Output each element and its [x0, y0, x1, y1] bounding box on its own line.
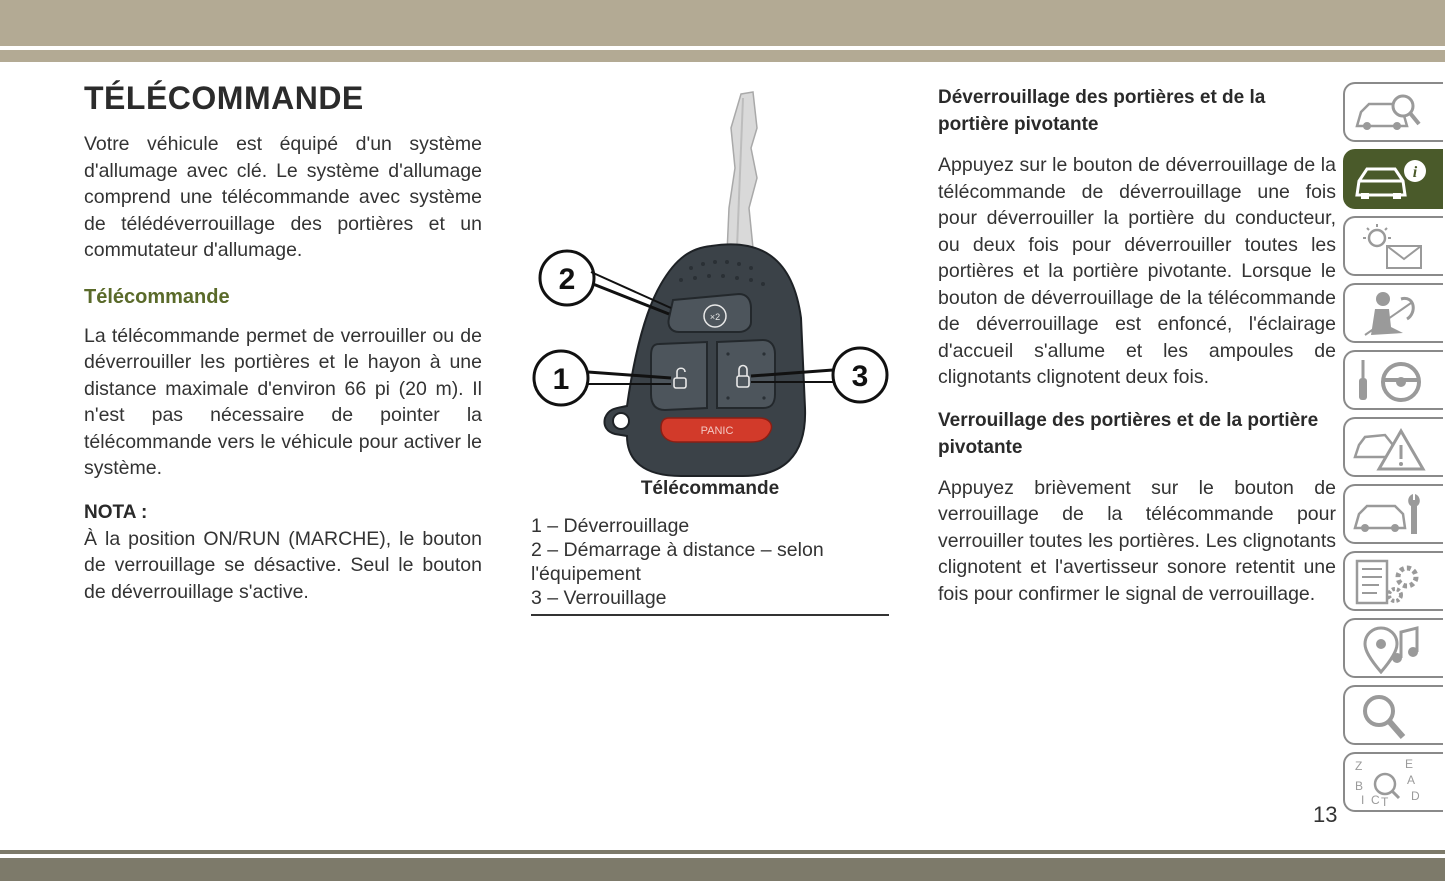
callout-1-label: 1	[552, 363, 570, 396]
body-paragraph: La télécommande permet de verrouiller ou de déverrouiller les portières et le hayon à une distance maximale d'environ 66 pi (20 m). Il n'est pas nécessaire de pointer la télécommande vers le véhicule pour activer le système.	[84, 324, 482, 479]
top-band	[0, 0, 1445, 46]
key-fob-figure	[531, 88, 889, 478]
chapter-tabs	[1343, 82, 1445, 819]
svg-text:Z: Z	[1355, 759, 1363, 773]
svg-text:A: A	[1407, 773, 1416, 787]
left-column	[84, 80, 482, 605]
warning-light-mail-icon	[1351, 222, 1431, 272]
tab-car-info[interactable]	[1343, 149, 1443, 209]
legend-item: 2 – Démarrage à distance – selon l'équipement	[531, 539, 824, 585]
tab-warning-lights[interactable]	[1343, 216, 1443, 276]
car-warning-icon	[1351, 423, 1431, 473]
callout-3-label: 3	[851, 360, 869, 393]
legend-item: 3 – Verrouillage	[531, 587, 667, 609]
svg-text:T: T	[1381, 795, 1389, 808]
tab-car-search[interactable]	[1343, 82, 1443, 142]
svg-text:C: C	[1371, 793, 1380, 807]
callout-2-label: 2	[558, 263, 576, 296]
section-subtitle: Télécommande	[84, 285, 230, 308]
lock-heading: Verrouillage des portières et de la portière pivotante	[938, 409, 1319, 458]
tab-safety[interactable]	[1343, 283, 1443, 343]
airbag-seat-icon	[1351, 289, 1431, 339]
unlock-heading: Déverrouillage des portières et de la portière pivotante	[938, 87, 1266, 135]
tab-servicing[interactable]	[1343, 484, 1443, 544]
tab-starting-driving[interactable]	[1343, 350, 1443, 410]
svg-text:E: E	[1405, 758, 1414, 771]
key-steering-wheel-icon	[1351, 356, 1431, 406]
tab-specifications[interactable]	[1343, 551, 1443, 611]
alphabet-index-icon	[1351, 758, 1431, 808]
right-column	[938, 84, 1336, 623]
unlock-paragraph: Appuyez sur le bouton de déverrouillage de la télécommande de déverrouillage une fois pour déverrouiller la portière du conducteur, ou deux fois pour déverrouiller toutes les portières et la portière pivotante. Lorsque le bouton de déverrouillage de la télécommande de déverrouillage est enfoncé, l'éclairage d'accueil s'allume et les ampoules de clignotants clignotent deux fois.	[938, 154, 1336, 388]
svg-text:I: I	[1361, 793, 1365, 807]
magnifier-icon	[1351, 691, 1431, 741]
tab-emergency[interactable]	[1343, 417, 1443, 477]
tab-multimedia[interactable]	[1343, 618, 1443, 678]
key-fob-illustration	[531, 88, 889, 478]
bottom-band	[0, 858, 1445, 881]
svg-text:D: D	[1411, 789, 1420, 803]
figure-legend	[531, 514, 889, 616]
car-search-icon	[1351, 88, 1431, 138]
tab-index[interactable]	[1343, 752, 1443, 812]
figure-column	[531, 88, 889, 616]
top-rule	[0, 50, 1445, 62]
page-title: TÉLÉCOMMANDE	[84, 80, 364, 116]
svg-text:B: B	[1355, 779, 1364, 793]
tab-customer-assistance[interactable]	[1343, 685, 1443, 745]
svg-text:i: i	[1412, 164, 1418, 181]
nota-label: NOTA :	[84, 501, 148, 523]
nota-text: À la position ON/RUN (MARCHE), le bouton de verrouillage se désactive. Seul le bouton de déverrouillage s'active.	[84, 527, 482, 603]
bottom-rule	[0, 850, 1445, 854]
intro-paragraph: Votre véhicule est équipé d'un système d'allumage avec clé. Le système d'allumage comprend une télécommande avec système de télédéverrouillage des portières et un commutateur d'allumage.	[84, 133, 482, 261]
legend-item: 1 – Déverrouillage	[531, 515, 690, 537]
lock-paragraph: Appuyez brièvement sur le bouton de verrouillage de la télécommande pour verrouiller toutes les portières. Les clignotants clignotent et l'avertisseur sonore retentit une fois pour confirmer le signal de verrouillage.	[938, 476, 1336, 605]
page-number: 13	[1313, 802, 1338, 827]
specifications-gear-icon	[1351, 557, 1431, 607]
car-maintenance-icon	[1351, 490, 1431, 540]
svg-text:×2: ×2	[709, 312, 721, 322]
car-info-icon	[1351, 155, 1431, 205]
music-navigation-icon	[1351, 624, 1431, 674]
figure-caption: Télécommande	[640, 478, 780, 499]
panic-label: PANIC	[700, 425, 734, 437]
